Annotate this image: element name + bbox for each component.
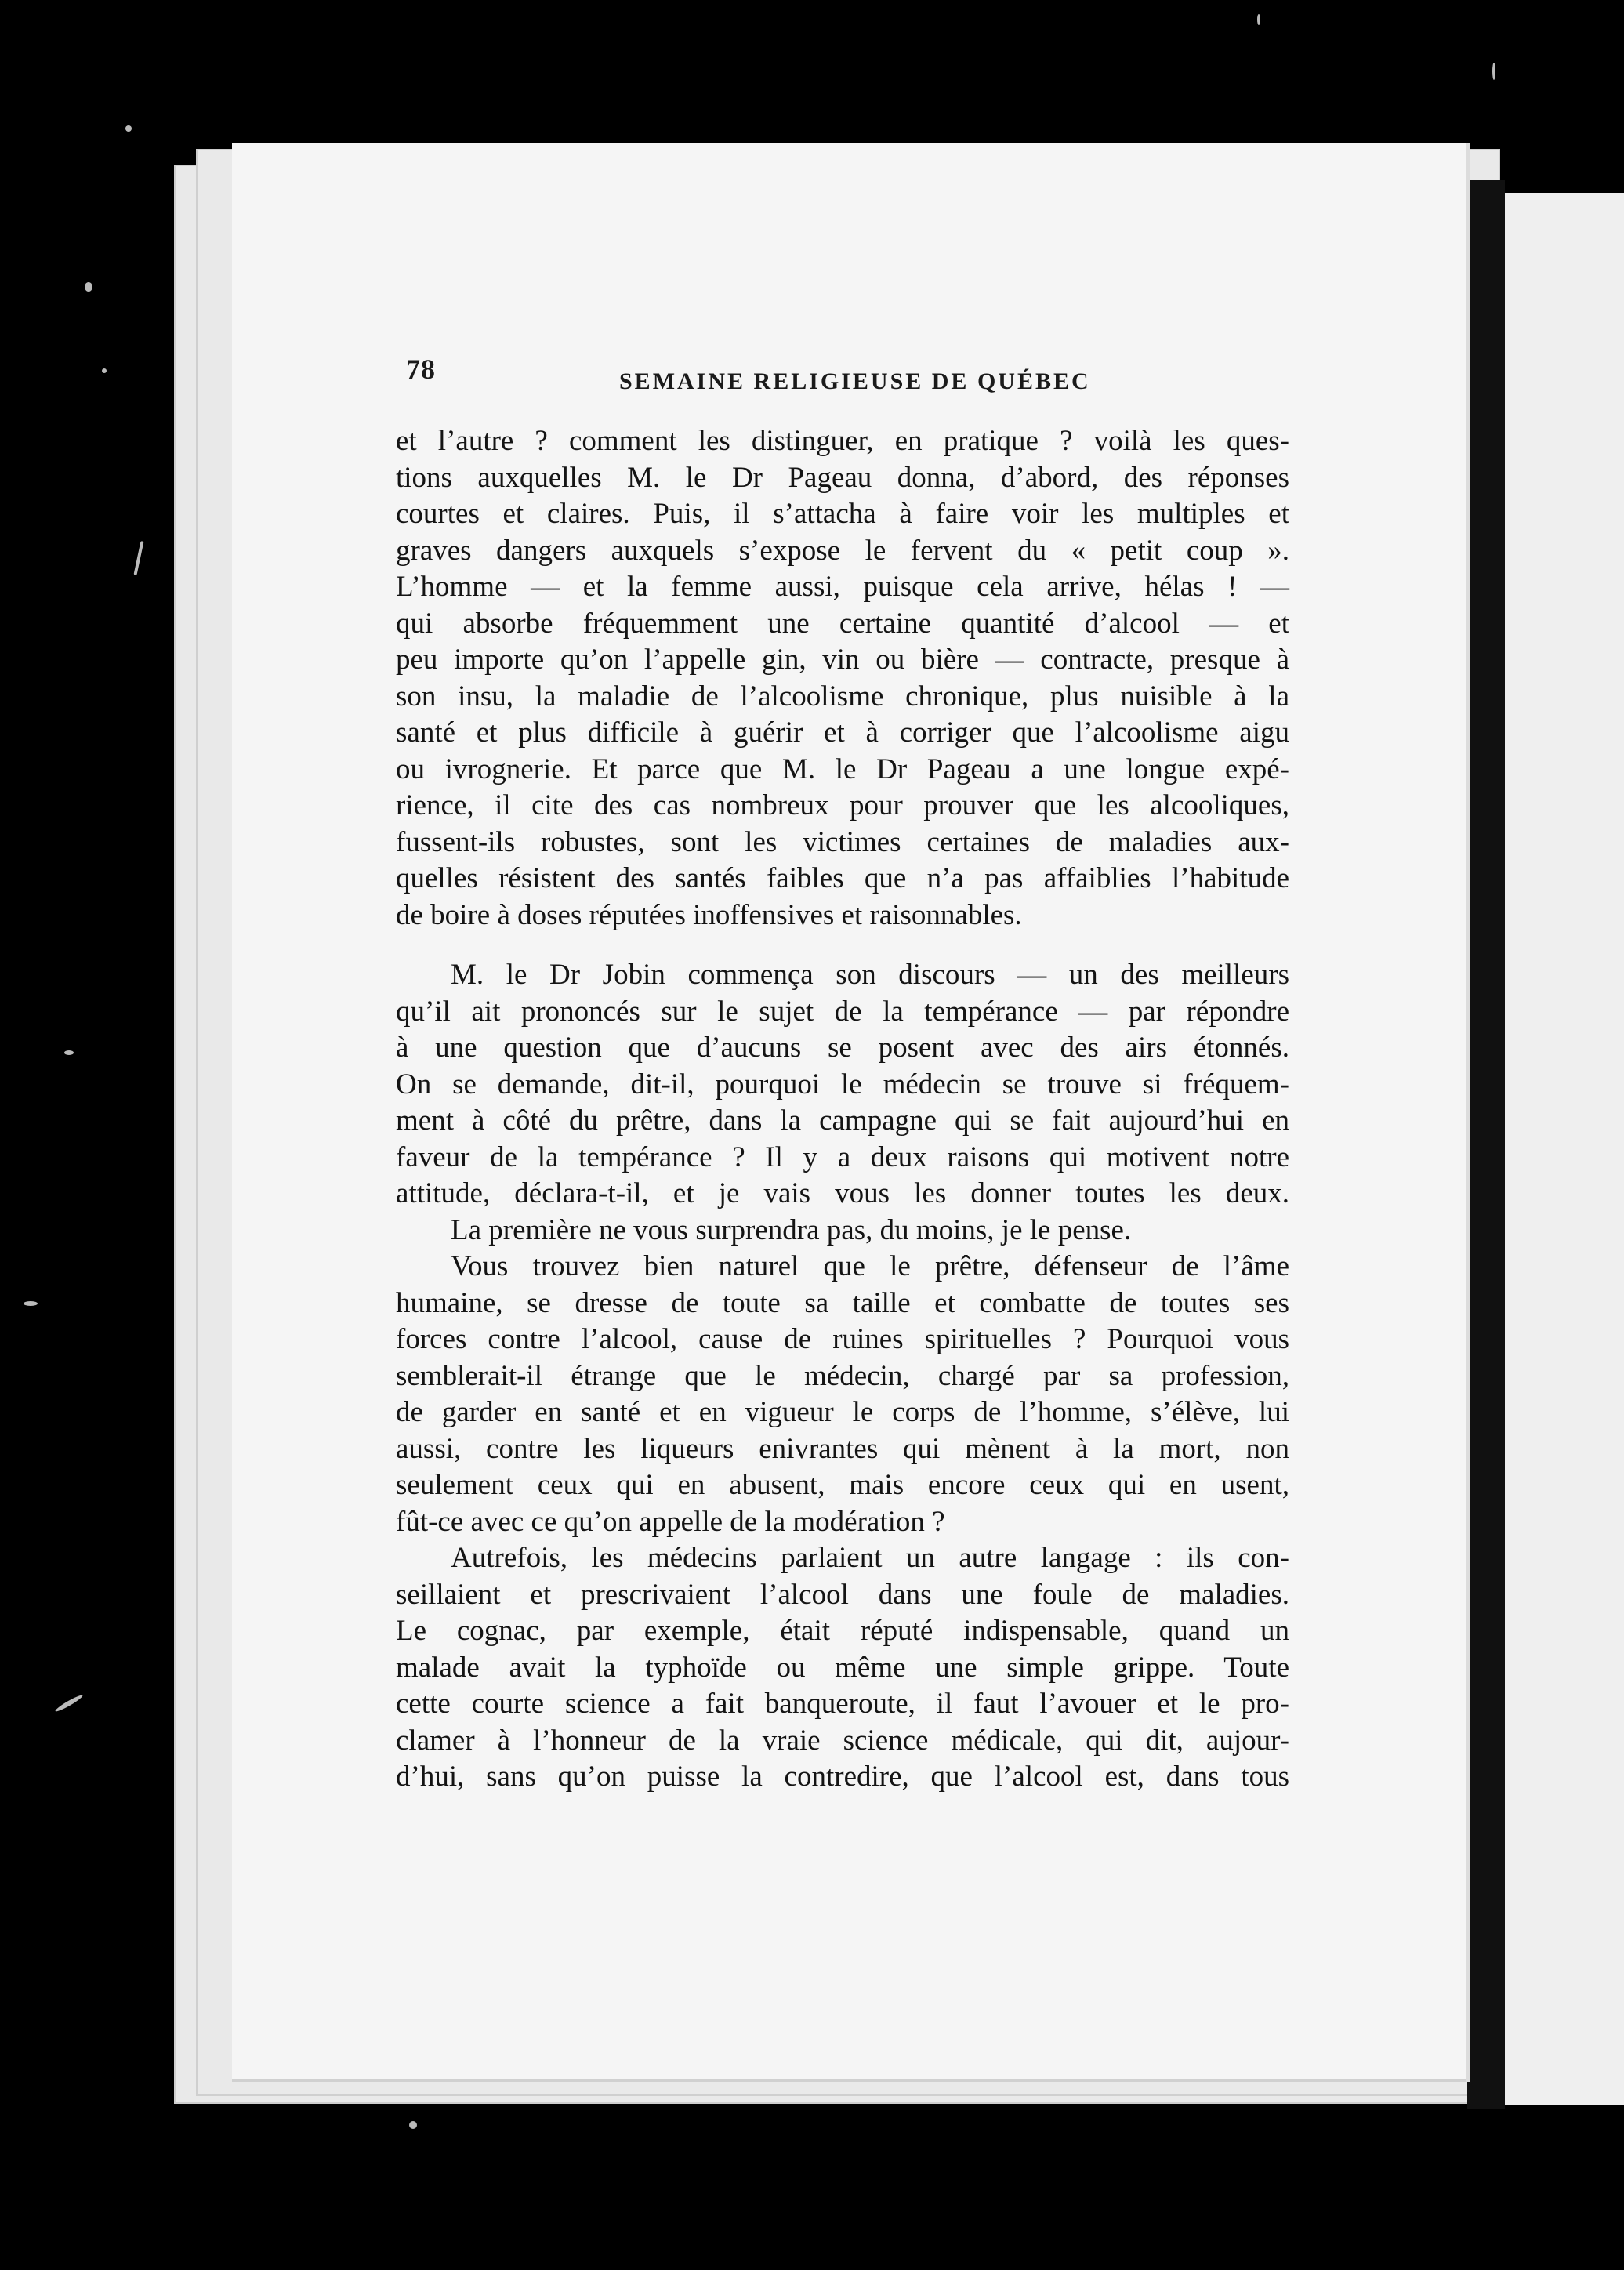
text-line: faveur de la tempérance ? Il y a deux raisons qui motivent notre — [396, 1140, 1289, 1173]
background-speck — [133, 541, 143, 575]
text-line: M. le Dr Jobin commença son discours — un des meilleurs — [451, 959, 1289, 991]
text-line: forces contre l’alcool, cause de ruines spirituelles ? Pourquoi vous — [396, 1323, 1289, 1355]
text-line: humaine, se dresse de toute sa taille et combatte de toutes ses — [396, 1286, 1289, 1319]
body-text — [396, 423, 1289, 1796]
text-line: ou ivrognerie. Et parce que M. le Dr Pageau a une longue expé- — [396, 752, 1289, 785]
background-speck — [85, 282, 92, 292]
background-speck — [125, 125, 132, 132]
text-line: à une question que d’aucuns se posent avec des airs étonnés. — [396, 1032, 1289, 1064]
text-line: ment à côté du prêtre, dans la campagne qui se fait aujourd’hui en — [396, 1104, 1289, 1137]
text-line: qu’il ait prononcés sur le sujet de la tempérance — par répondre — [396, 995, 1289, 1028]
text-line: d’hui, sans qu’on puisse la contredire, que l’alcool est, dans tous — [396, 1761, 1289, 1793]
text-line: quelles résistent des santés faibles que n’a pas affaiblies l’habitude — [396, 862, 1289, 894]
paragraph — [396, 1540, 1289, 1796]
text-line: fussent-ils robustes, sont les victimes certaines de maladies aux- — [396, 825, 1289, 858]
text-line: de boire à doses réputées inoffensives et raisonnables. — [396, 898, 1022, 931]
text-line: rience, il cite des cas nombreux pour prouver que les alcooliques, — [396, 789, 1289, 821]
text-line: cette courte science a fait banqueroute, il faut l’avouer et le pro- — [396, 1688, 1289, 1720]
background-speck — [102, 368, 107, 373]
background-speck — [409, 2121, 417, 2129]
paragraph — [396, 957, 1289, 1213]
text-line: santé et plus difficile à guérir et à corriger que l’alcoolisme aigu — [396, 716, 1289, 749]
text-line: et l’autre ? comment les distinguer, en pratique ? voilà les ques- — [396, 425, 1289, 457]
text-line: son insu, la maladie de l’alcoolisme chronique, plus nuisible à la — [396, 680, 1289, 713]
text-line: graves dangers auxquels s’expose le fervent du « petit coup ». — [396, 534, 1289, 567]
paragraph — [396, 1249, 1289, 1540]
text-line: peu importe qu’on l’appelle gin, vin ou bière — contracte, presque à — [396, 644, 1289, 676]
text-line: fût-ce avec ce qu’on appelle de la modération ? — [396, 1505, 945, 1538]
text-line: seillaient et prescrivaient l’alcool dans une foule de maladies. — [396, 1578, 1289, 1611]
text-line: On se demande, dit-il, pourquoi le médecin se trouve si fréquem- — [396, 1068, 1289, 1101]
text-line: L’homme — et la femme aussi, puisque cela arrive, hélas ! — — [396, 571, 1289, 603]
text-line: malade avait la typhoïde ou même une simple grippe. Toute — [396, 1651, 1289, 1684]
background-speck — [24, 1301, 38, 1306]
background-speck — [54, 1693, 84, 1713]
text-line: tions auxquelles M. le Dr Pageau donna, d’abord, des réponses — [396, 461, 1289, 494]
running-head: SEMAINE RELIGIEUSE DE QUÉBEC — [619, 368, 1091, 394]
text-line: Vous trouvez bien naturel que le prêtre, défenseur de l’âme — [451, 1250, 1289, 1282]
book-gutter — [1467, 180, 1505, 2109]
paragraph — [396, 423, 1289, 934]
paragraph-gap — [396, 934, 1289, 957]
opposite-page-edge — [1505, 193, 1624, 2105]
background-speck — [1492, 63, 1495, 80]
page-number: 78 — [406, 354, 436, 385]
background-speck — [1257, 14, 1260, 25]
text-line: clamer à l’honneur de la vraie science médicale, qui dit, aujour- — [396, 1724, 1289, 1757]
text-line: attitude, déclara-t-il, et je vais vous les donner toutes les deux. — [396, 1177, 1289, 1209]
text-line: Autrefois, les médecins parlaient un autre langage : ils con- — [451, 1542, 1289, 1574]
text-line: La première ne vous surprendra pas, du moins, je le pense. — [451, 1213, 1132, 1246]
text-line: courtes et claires. Puis, il s’attacha à faire voir les multiples et — [396, 498, 1289, 530]
background-speck — [64, 1050, 74, 1055]
text-line: de garder en santé et en vigueur le corps de l’homme, s’élève, lui — [396, 1396, 1289, 1428]
text-line: semblerait-il étrange que le médecin, chargé par sa profession, — [396, 1359, 1289, 1392]
text-line: qui absorbe fréquemment une certaine quantité d’alcool — et — [396, 607, 1289, 640]
text-line: aussi, contre les liqueurs enivrantes qui mènent à la mort, non — [396, 1432, 1289, 1465]
text-line: Le cognac, par exemple, était réputé indispensable, quand un — [396, 1615, 1289, 1647]
text-line: seulement ceux qui en abusent, mais encore ceux qui en usent, — [396, 1469, 1289, 1501]
paragraph — [396, 1213, 1289, 1249]
